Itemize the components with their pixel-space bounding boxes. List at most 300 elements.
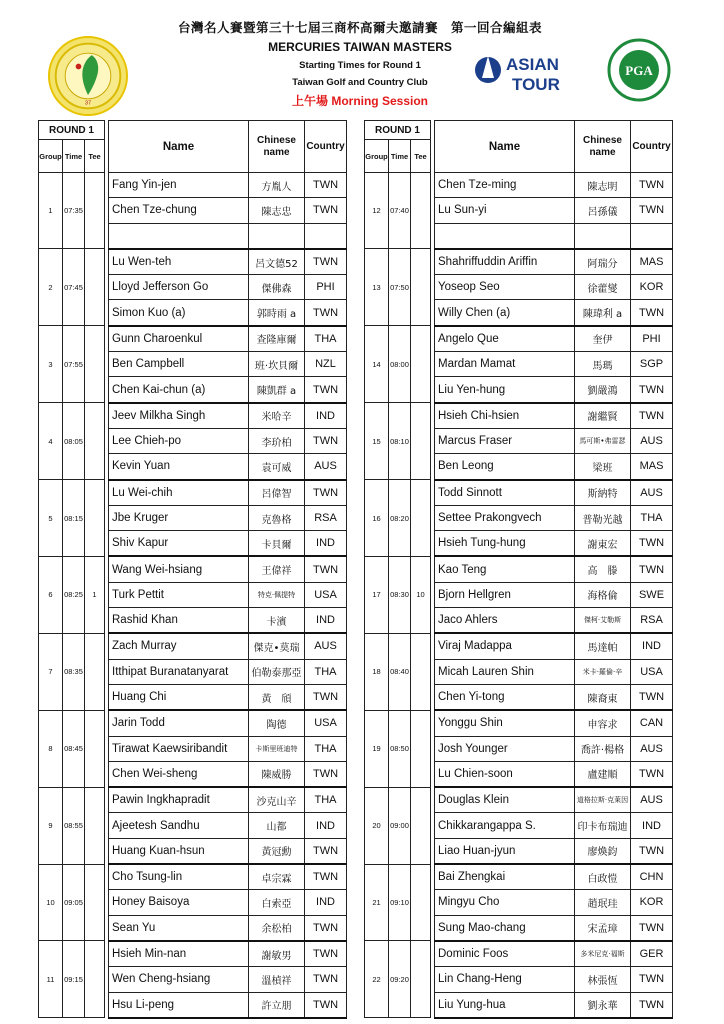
player-name: Turk Pettit [109, 582, 249, 607]
tee-number [85, 941, 105, 1018]
player-name: Gunn Charoenkul [109, 326, 249, 352]
tee-number: 10 [411, 556, 431, 633]
table-row [39, 556, 347, 582]
group-header: Group [39, 140, 63, 173]
group-number: 22 [365, 941, 389, 1018]
player-country: TWN [631, 198, 673, 223]
country-header: Country [631, 121, 673, 173]
player-name: Sean Yu [109, 915, 249, 941]
player-country: RSA [631, 608, 673, 634]
player-name: Honey Baisoya [109, 890, 249, 915]
player-chinese-name: 梁班 [575, 454, 631, 480]
group-number: 19 [365, 710, 389, 787]
player-country: IND [305, 403, 347, 429]
player-name: Chikkarangappa S. [435, 813, 575, 838]
asian-tour-logo [472, 46, 600, 98]
table-row [365, 326, 673, 352]
player-country: TWN [305, 556, 347, 582]
player-chinese-name: 沙克山辛 [249, 787, 305, 813]
player-chinese-name: 斯納特 [575, 480, 631, 506]
group-number: 21 [365, 864, 389, 941]
player-name: Fang Yin-jen [109, 173, 249, 198]
tee-number [85, 403, 105, 480]
player-country: TWN [305, 480, 347, 506]
player-country: SWE [631, 582, 673, 607]
player-country: CHN [631, 864, 673, 890]
group-number: 9 [39, 787, 63, 864]
player-chinese-name: 米哈辛 [249, 403, 305, 429]
tee-time: 08:00 [389, 326, 411, 403]
player-chinese-name: 宋孟璋 [575, 915, 631, 941]
player-country: AUS [631, 428, 673, 453]
player-country: TWN [631, 173, 673, 198]
tee-time: 08:45 [63, 710, 85, 787]
player-country: TWN [631, 992, 673, 1018]
player-chinese-name: 海格倫 [575, 582, 631, 607]
tee-number [85, 864, 105, 941]
player-chinese-name: 袁可威 [249, 454, 305, 480]
table-row [365, 249, 673, 275]
table-row [39, 326, 347, 352]
player-chinese-name: 卡斯里班迪特 [249, 736, 305, 761]
player-name: Hsieh Chi-hsien [435, 403, 575, 429]
player-chinese-name: 陳威勝 [249, 761, 305, 787]
group-number: 17 [365, 556, 389, 633]
player-country: TWN [305, 992, 347, 1018]
player-chinese-name: 馬瑪 [575, 352, 631, 377]
group-number: 11 [39, 941, 63, 1018]
page-header [0, 0, 724, 118]
player-country: TWN [631, 761, 673, 787]
player-chinese-name: 陳志忠 [249, 198, 305, 223]
table-row [365, 941, 673, 967]
player-country: KOR [631, 275, 673, 300]
player-name: Kevin Yuan [109, 454, 249, 480]
player-country: IND [305, 531, 347, 557]
tee-number [85, 710, 105, 787]
player-country: TWN [305, 249, 347, 275]
player-name: Wen Cheng-hsiang [109, 967, 249, 992]
player-name: Mardan Mamat [435, 352, 575, 377]
starting-times-table-right [364, 120, 673, 1019]
player-chinese-name: 趙珉珪 [575, 890, 631, 915]
player-chinese-name: 班·坎貝爾 [249, 352, 305, 377]
player-country: AUS [631, 736, 673, 761]
group-number: 7 [39, 633, 63, 710]
player-chinese-name: 余松柏 [249, 915, 305, 941]
player-country: KOR [631, 890, 673, 915]
tee-time: 07:50 [389, 249, 411, 326]
player-name: Ajeetesh Sandhu [109, 813, 249, 838]
player-name: Angelo Que [435, 326, 575, 352]
player-chinese-name: 印卡布瑞迪 [575, 813, 631, 838]
group-number: 8 [39, 710, 63, 787]
player-country: TWN [305, 864, 347, 890]
player-name: Bjorn Hellgren [435, 582, 575, 607]
player-name: Tirawat Kaewsiribandit [109, 736, 249, 761]
player-chinese-name: 陳瑋利 a [575, 300, 631, 326]
player-name: Chen Yi-tong [435, 684, 575, 710]
player-chinese-name: 呂偉智 [249, 480, 305, 506]
player-name: Jarin Todd [109, 710, 249, 736]
round-header: ROUND 1 [365, 121, 431, 140]
group-number: 1 [39, 173, 63, 249]
player-country: TWN [631, 377, 673, 403]
player-name [109, 223, 249, 249]
player-country: TWN [631, 531, 673, 557]
player-name: Todd Sinnott [435, 480, 575, 506]
group-number: 3 [39, 326, 63, 403]
player-country: TWN [305, 761, 347, 787]
player-chinese-name: 高 滕 [575, 556, 631, 582]
table-row [365, 787, 673, 813]
tee-number [411, 249, 431, 326]
player-country: AUS [631, 787, 673, 813]
player-name: Kao Teng [435, 556, 575, 582]
player-name: Marcus Fraser [435, 428, 575, 453]
player-chinese-name: 呂文德52 [249, 249, 305, 275]
tee-time: 09:00 [389, 787, 411, 864]
player-country: MAS [631, 454, 673, 480]
tee-time: 08:15 [63, 480, 85, 557]
tee-time: 08:10 [389, 403, 411, 480]
group-number: 15 [365, 403, 389, 480]
player-name: Willy Chen (a) [435, 300, 575, 326]
player-name: Mingyu Cho [435, 890, 575, 915]
player-country: TWN [305, 941, 347, 967]
player-name: Shiv Kapur [109, 531, 249, 557]
svg-text:ASIAN: ASIAN [506, 55, 559, 74]
player-chinese-name: 王偉祥 [249, 556, 305, 582]
group-number: 4 [39, 403, 63, 480]
player-country: TWN [305, 173, 347, 198]
tee-time: 08:40 [389, 633, 411, 710]
starting-times-table-left [38, 120, 347, 1019]
player-chinese-name: 林張恆 [575, 967, 631, 992]
tee-time: 08:35 [63, 633, 85, 710]
table-row [365, 710, 673, 736]
player-chinese-name: 克魯格 [249, 505, 305, 530]
player-country: MAS [631, 249, 673, 275]
player-chinese-name: 查隆庫爾 [249, 326, 305, 352]
player-country: AUS [305, 454, 347, 480]
player-chinese-name: 廖煥鈞 [575, 838, 631, 864]
tee-time: 08:50 [389, 710, 411, 787]
tee-time: 09:05 [63, 864, 85, 941]
player-name: Dominic Foos [435, 941, 575, 967]
tee-number [411, 941, 431, 1018]
player-name: Ben Campbell [109, 352, 249, 377]
player-chinese-name: 喬許·楊格 [575, 736, 631, 761]
player-country: USA [305, 710, 347, 736]
player-country: TWN [631, 967, 673, 992]
tee-number [411, 480, 431, 557]
player-country: IND [631, 813, 673, 838]
player-chinese-name: 黃 頎 [249, 684, 305, 710]
player-chinese-name: 阿瑞分 [575, 249, 631, 275]
player-chinese-name: 申容求 [575, 710, 631, 736]
player-chinese-name: 呂孫儀 [575, 198, 631, 223]
group-number: 10 [39, 864, 63, 941]
player-name: Shahriffuddin Ariffin [435, 249, 575, 275]
player-country: TWN [305, 684, 347, 710]
player-country: TWN [631, 403, 673, 429]
player-name: Rashid Khan [109, 608, 249, 634]
tee-number [85, 480, 105, 557]
player-name: Liu Yen-hung [435, 377, 575, 403]
name-header: Name [435, 121, 575, 173]
table-row [365, 633, 673, 659]
player-name: Itthipat Buranatanyarat [109, 659, 249, 684]
player-chinese-name: 方胤人 [249, 173, 305, 198]
player-name: Wang Wei-hsiang [109, 556, 249, 582]
group-number: 18 [365, 633, 389, 710]
player-chinese-name: 多米尼克·福斯 [575, 941, 631, 967]
tee-header: Tee [85, 140, 105, 173]
player-country: TWN [631, 300, 673, 326]
svg-text:PGA: PGA [625, 63, 653, 78]
player-name: Josh Younger [435, 736, 575, 761]
player-chinese-name: 謝繼賢 [575, 403, 631, 429]
player-name: Huang Chi [109, 684, 249, 710]
player-chinese-name: 陳志明 [575, 173, 631, 198]
player-country: GER [631, 941, 673, 967]
tee-number [85, 787, 105, 864]
player-name: Hsieh Tung-hung [435, 531, 575, 557]
tee-time: 07:55 [63, 326, 85, 403]
player-chinese-name: 卡濱 [249, 608, 305, 634]
player-name: Jaco Ahlers [435, 608, 575, 634]
player-name: Liao Huan-jyun [435, 838, 575, 864]
player-chinese-name [249, 223, 305, 249]
table-row [39, 941, 347, 967]
player-country: THA [305, 736, 347, 761]
table-row [365, 556, 673, 582]
player-name: Yonggu Shin [435, 710, 575, 736]
title-chinese: 台灣名人賽暨第三十七屆三商杯高爾夫邀請賽 第一回合編組表 [177, 20, 542, 35]
player-country: USA [305, 582, 347, 607]
player-country: TWN [305, 967, 347, 992]
player-country [305, 223, 347, 249]
table-row [39, 710, 347, 736]
tee-time: 09:15 [63, 941, 85, 1018]
player-country: THA [305, 326, 347, 352]
player-chinese-name: 陳凱群 a [249, 377, 305, 403]
taiwan-masters-logo [48, 36, 128, 116]
player-chinese-name: 普勒光越 [575, 505, 631, 530]
tee-number [85, 173, 105, 249]
player-name: Douglas Klein [435, 787, 575, 813]
player-name: Simon Kuo (a) [109, 300, 249, 326]
player-name: Viraj Madappa [435, 633, 575, 659]
player-name: Jbe Kruger [109, 505, 249, 530]
player-country: PHI [305, 275, 347, 300]
group-number: 2 [39, 249, 63, 326]
group-header: Group [365, 140, 389, 173]
country-header: Country [305, 121, 347, 173]
tee-time: 08:55 [63, 787, 85, 864]
player-country: NZL [305, 352, 347, 377]
player-name: Lu Chien-soon [435, 761, 575, 787]
tee-number [411, 787, 431, 864]
svg-text:TOUR: TOUR [512, 75, 560, 94]
group-number: 14 [365, 326, 389, 403]
player-chinese-name: 許立朋 [249, 992, 305, 1018]
time-header: Time [389, 140, 411, 173]
player-country: IND [305, 813, 347, 838]
player-name: Sung Mao-chang [435, 915, 575, 941]
player-chinese-name: 山都 [249, 813, 305, 838]
player-country: TWN [305, 377, 347, 403]
player-country: TWN [631, 838, 673, 864]
player-chinese-name: 特克·佩提特 [249, 582, 305, 607]
group-number: 13 [365, 249, 389, 326]
player-chinese-name: 馬達帕 [575, 633, 631, 659]
player-chinese-name [575, 223, 631, 249]
session-label: 上午場 Morning Session [291, 94, 428, 108]
player-chinese-name: 李玠柏 [249, 428, 305, 453]
player-name: Jeev Milkha Singh [109, 403, 249, 429]
tee-time: 07:45 [63, 249, 85, 326]
player-chinese-name: 傑柯·艾勒斯 [575, 608, 631, 634]
player-name: Cho Tsung-lin [109, 864, 249, 890]
player-country: TWN [305, 198, 347, 223]
group-number: 6 [39, 556, 63, 633]
player-name: Lloyd Jefferson Go [109, 275, 249, 300]
svg-text:37: 37 [84, 100, 92, 107]
round-header: ROUND 1 [39, 121, 105, 140]
player-chinese-name: 傑佛森 [249, 275, 305, 300]
table-row [39, 633, 347, 659]
player-chinese-name: 白政愷 [575, 864, 631, 890]
title-english: MERCURIES TAIWAN MASTERS [268, 40, 452, 54]
table-row [39, 249, 347, 275]
tee-number [85, 633, 105, 710]
player-name: Yoseop Seo [435, 275, 575, 300]
player-country: TWN [305, 300, 347, 326]
tee-number [85, 326, 105, 403]
player-name: Lin Chang-Heng [435, 967, 575, 992]
player-name: Micah Lauren Shin [435, 659, 575, 684]
tee-time: 09:20 [389, 941, 411, 1018]
table-row [39, 864, 347, 890]
tee-number [411, 403, 431, 480]
name-header: Name [109, 121, 249, 173]
player-country: TWN [305, 915, 347, 941]
tee-header: Tee [411, 140, 431, 173]
player-name: Settee Prakongvech [435, 505, 575, 530]
subtitle: Starting Times for Round 1 [299, 60, 421, 71]
chinese-name-header: Chinese name [249, 121, 305, 173]
player-name: Lu Wen-teh [109, 249, 249, 275]
player-name [435, 223, 575, 249]
player-chinese-name: 卡貝爾 [249, 531, 305, 557]
player-country: TWN [631, 556, 673, 582]
player-country: IND [305, 608, 347, 634]
chinese-name-header: Chinese name [575, 121, 631, 173]
player-country: RSA [305, 505, 347, 530]
group-number: 16 [365, 480, 389, 557]
player-country: THA [305, 659, 347, 684]
player-name: Lu Wei-chih [109, 480, 249, 506]
player-country: SGP [631, 352, 673, 377]
player-chinese-name: 盧建順 [575, 761, 631, 787]
player-chinese-name: 馬可斯•弗雷瑟 [575, 428, 631, 453]
player-chinese-name: 陳裔東 [575, 684, 631, 710]
player-chinese-name: 劉永華 [575, 992, 631, 1018]
player-country: PHI [631, 326, 673, 352]
player-name: Hsu Li-peng [109, 992, 249, 1018]
player-chinese-name: 奎伊 [575, 326, 631, 352]
player-name: Liu Yung-hua [435, 992, 575, 1018]
group-number: 5 [39, 480, 63, 557]
player-country: AUS [305, 633, 347, 659]
tee-time: 08:30 [389, 556, 411, 633]
player-chinese-name: 白索亞 [249, 890, 305, 915]
player-name: Zach Murray [109, 633, 249, 659]
player-name: Ben Leong [435, 454, 575, 480]
tee-time: 08:25 [63, 556, 85, 633]
table-row [365, 403, 673, 429]
player-country: AUS [631, 480, 673, 506]
tee-time: 07:40 [389, 173, 411, 249]
time-header: Time [63, 140, 85, 173]
player-chinese-name: 劉嚴鴻 [575, 377, 631, 403]
player-country: CAN [631, 710, 673, 736]
pga-logo [607, 38, 671, 102]
tee-time: 08:05 [63, 403, 85, 480]
pga-emblem-icon [607, 38, 671, 102]
player-name: Chen Tze-chung [109, 198, 249, 223]
tee-number [411, 633, 431, 710]
tee-number: 1 [85, 556, 105, 633]
player-name: Chen Tze-ming [435, 173, 575, 198]
player-country: IND [631, 633, 673, 659]
player-chinese-name: 陶德 [249, 710, 305, 736]
player-chinese-name: 謝東宏 [575, 531, 631, 557]
player-chinese-name: 米卡·羅倫·辛 [575, 659, 631, 684]
table-row [39, 403, 347, 429]
player-name: Pawin Ingkhapradit [109, 787, 249, 813]
tee-number [411, 326, 431, 403]
table-row [365, 864, 673, 890]
player-name: Lu Sun-yi [435, 198, 575, 223]
player-country: THA [305, 787, 347, 813]
player-chinese-name: 傑克•莫瑞 [249, 633, 305, 659]
player-country: TWN [631, 684, 673, 710]
player-country: IND [305, 890, 347, 915]
player-country: THA [631, 505, 673, 530]
tee-number [411, 710, 431, 787]
player-name: Hsieh Min-nan [109, 941, 249, 967]
tee-time: 08:20 [389, 480, 411, 557]
player-country: TWN [305, 428, 347, 453]
player-name: Huang Kuan-hsun [109, 838, 249, 864]
taiwan-masters-emblem-icon [50, 38, 126, 114]
tee-time: 09:10 [389, 864, 411, 941]
player-name: Chen Wei-sheng [109, 761, 249, 787]
tee-time: 07:35 [63, 173, 85, 249]
player-country [631, 223, 673, 249]
player-name: Lee Chieh-po [109, 428, 249, 453]
player-chinese-name: 道格拉斯·克萊因 [575, 787, 631, 813]
player-name: Bai Zhengkai [435, 864, 575, 890]
table-row [365, 173, 673, 198]
player-chinese-name: 謝敏男 [249, 941, 305, 967]
player-chinese-name: 卓宗霖 [249, 864, 305, 890]
group-number: 12 [365, 173, 389, 249]
venue: Taiwan Golf and Country Club [292, 77, 428, 88]
